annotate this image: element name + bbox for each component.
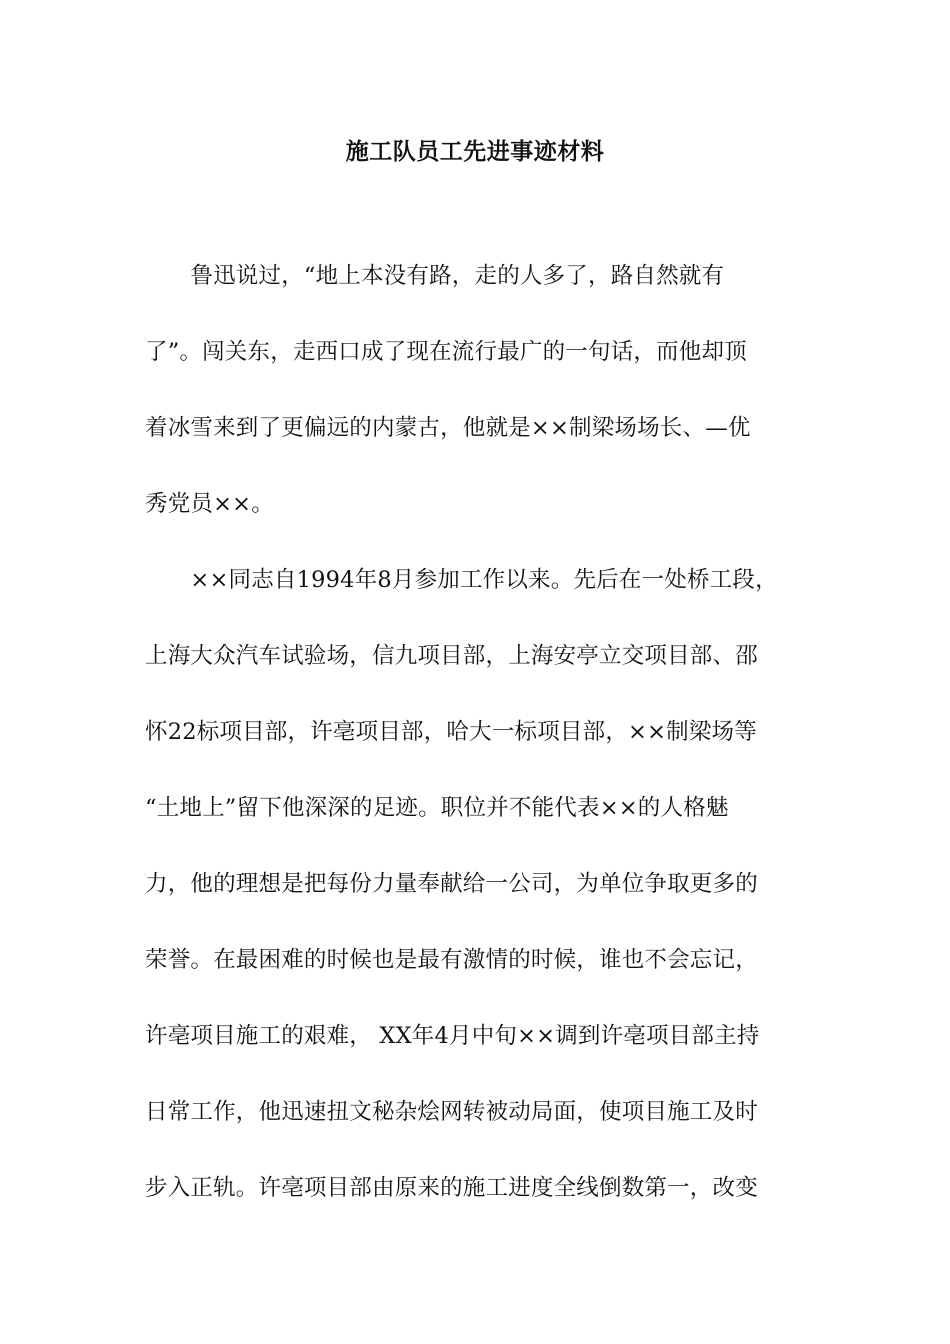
body-line-8: “土地上”留下他深深的足迹。职位并不能代表××的人格魅 [145,795,729,821]
document-title: 施工队员工先进事迹材料 [345,138,605,165]
body-line-11: 许亳项目施工的艰难， XX年4月中旬××调到许亳项目部主持 [145,1023,760,1049]
body-line-1: 鲁迅说过，“地上本没有路，走的人多了，路自然就有 [145,263,725,289]
body-line-13: 步入正轨。许亳项目部由原来的施工进度全线倒数第一，改变 [145,1175,758,1201]
body-line-12: 日常工作，他迅速扭文秘杂烩网转被动局面，使项目施工及时 [145,1099,758,1125]
body-line-9: 力，他的理想是把每份力量奉献给一公司，为单位争取更多的 [145,871,758,897]
body-line-2: 了”。闯关东，走西口成了现在流行最广的一句话，而他却顶 [145,339,747,365]
body-line-6: 上海大众汽车试验场，信九项目部，上海安亭立交项目部、邵 [145,643,758,669]
body-line-10: 荣誉。在最困难的时候也是最有激情的时候，谁也不会忘记， [145,947,758,973]
body-line-3: 着冰雪来到了更偏远的内蒙古，他就是××制梁场场长、—优 [145,415,751,441]
body-line-4: 秀党员××。 [145,491,274,517]
body-line-7: 怀22标项目部，许亳项目部，哈大一标项目部，××制梁场等 [145,719,757,745]
body-line-5: ××同志自1994年8月参加工作以来。先后在一处桥工段， [145,567,778,593]
